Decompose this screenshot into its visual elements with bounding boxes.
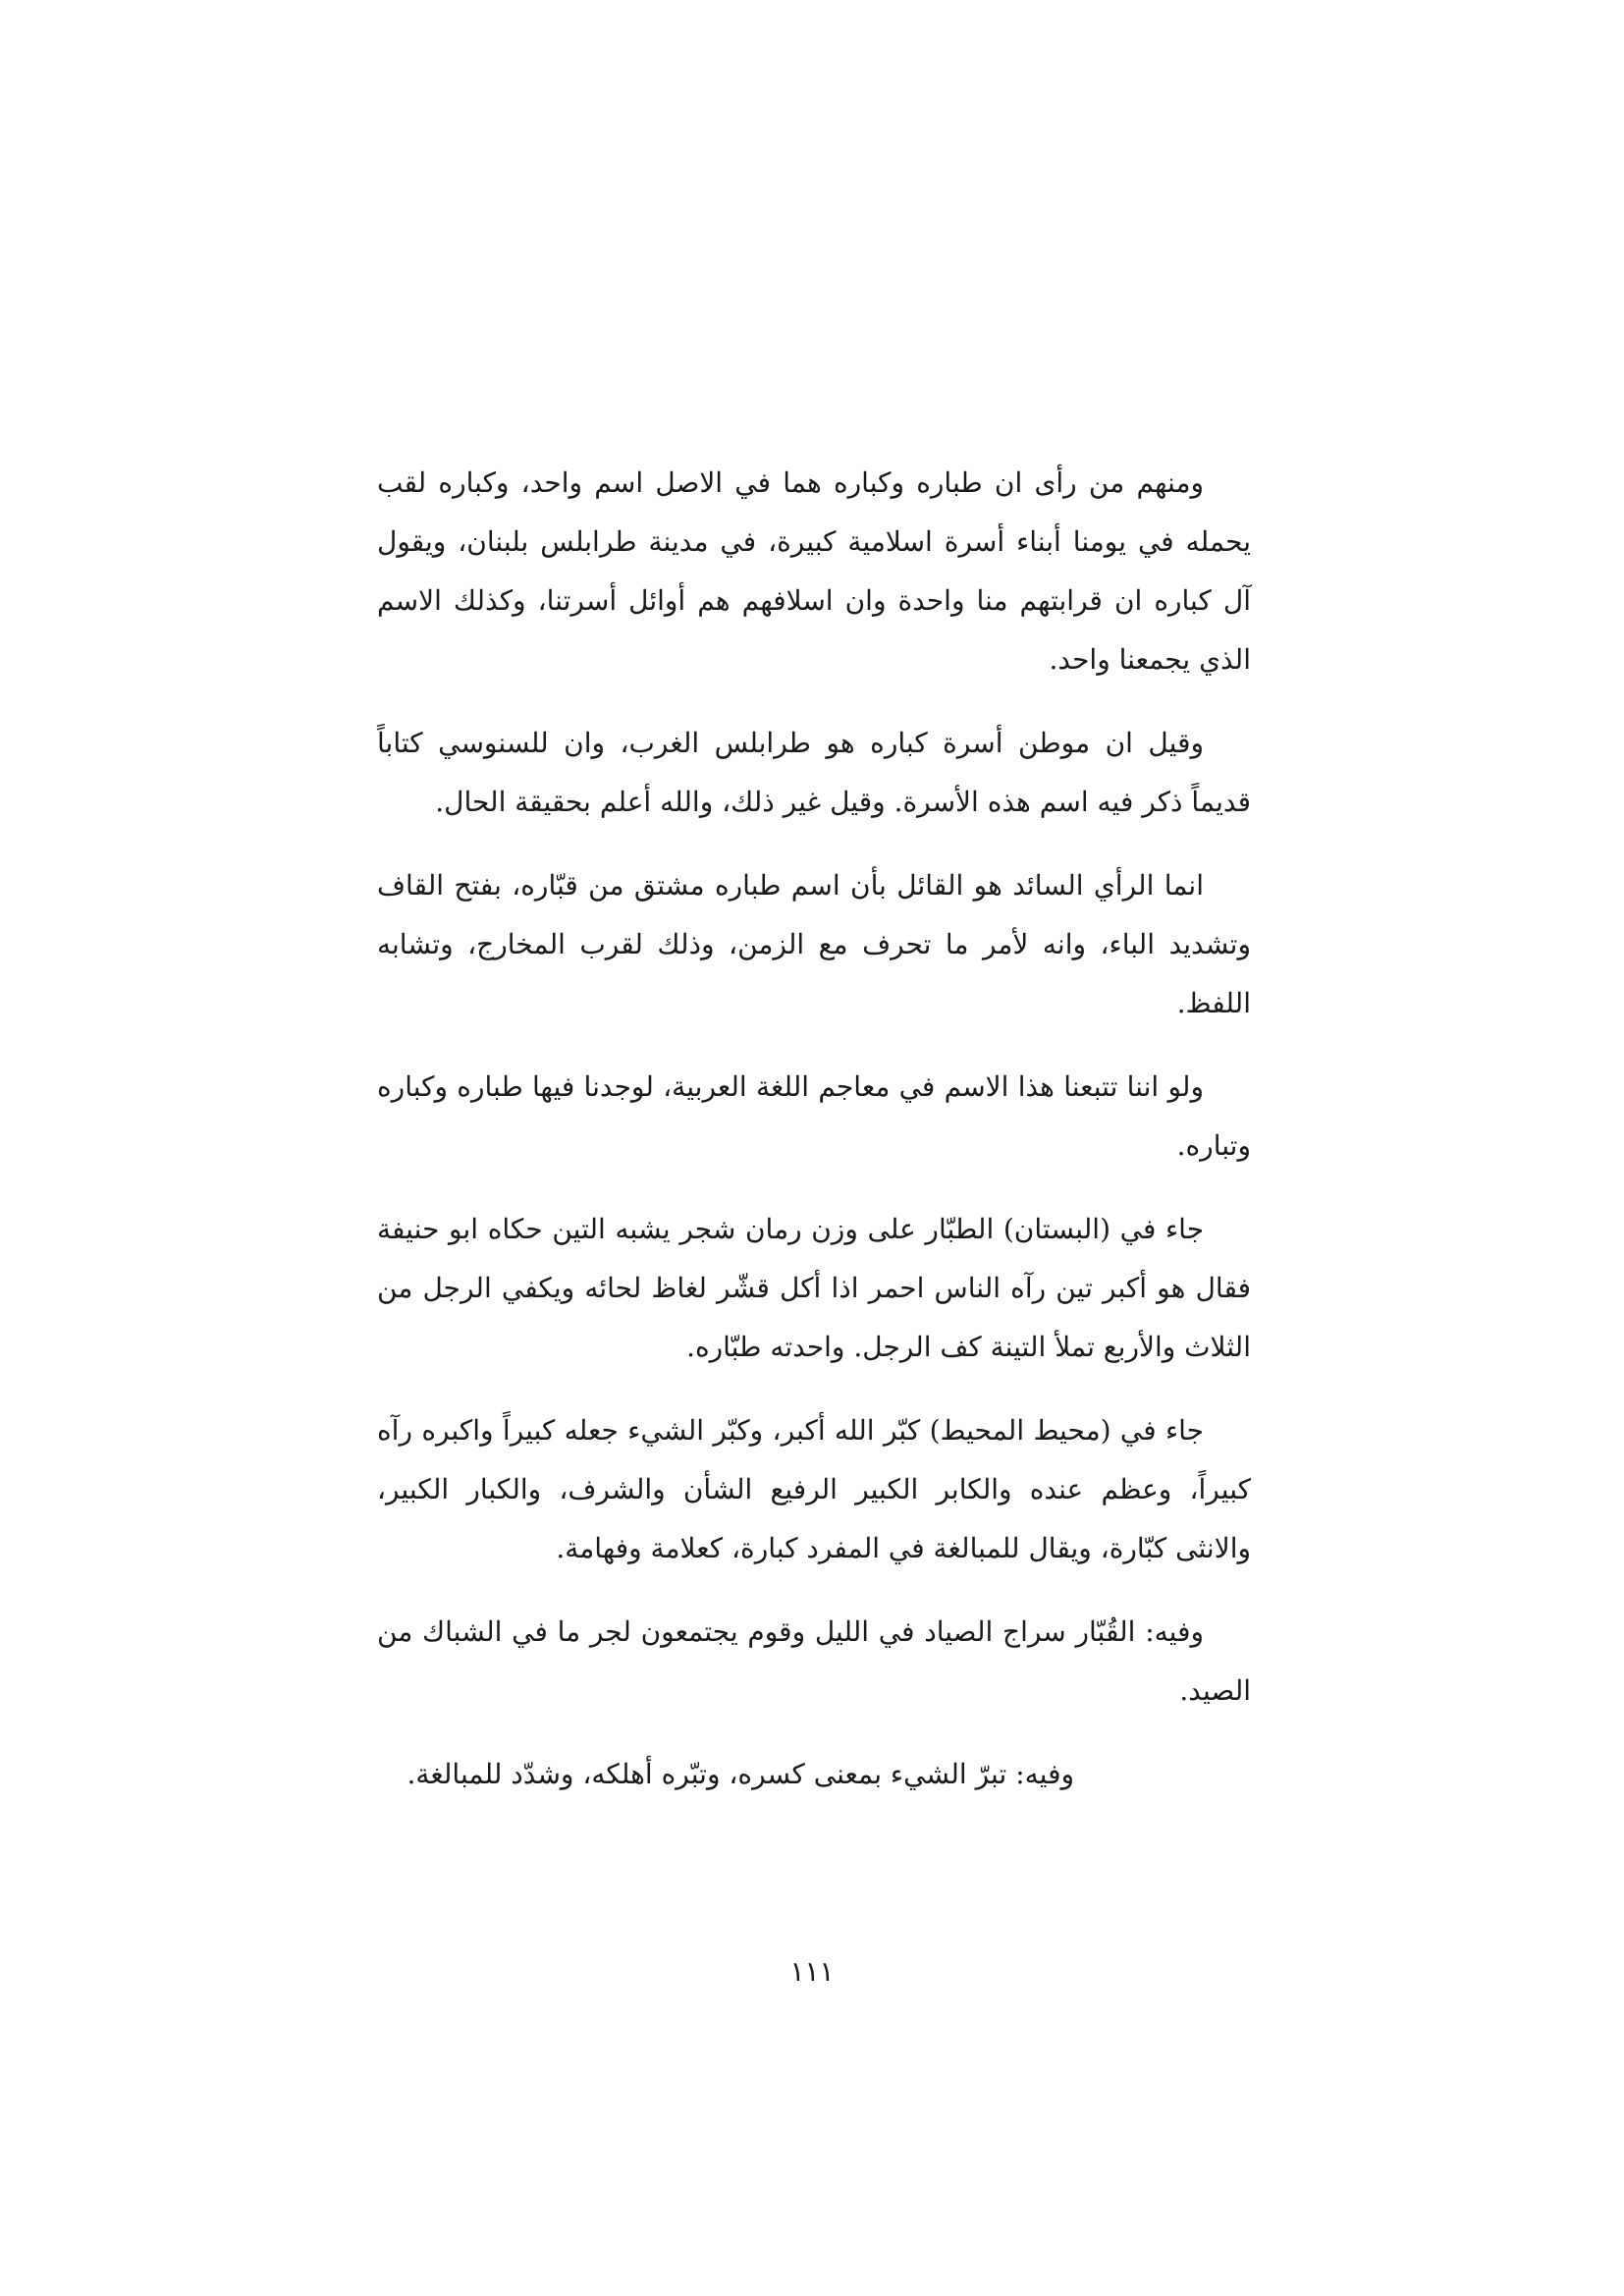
- paragraph-5: جاء في (البستان) الطبّار على وزن رمان شجر يشبه التين حكاه ابو حنيفة فقال هو أكبر تين رآه الناس احمر اذا أكل قشّر لغاظ لحائه ويكفي الرجل من الثلاث والأربع تملأ التينة كف الرجل. واحدته طبّاره.: [377, 1213, 1251, 1363]
- paragraph-4: ولو اننا تتبعنا هذا الاسم في معاجم اللغة العربية، لوجدنا فيها طباره وكباره وتباره.: [377, 1070, 1251, 1162]
- paragraph-8: وفيه: تبرّ الشيء بمعنى كسره، وتبّره أهلكه، وشدّد للمبالغة.: [406, 1758, 1074, 1790]
- body-text: [377, 454, 1251, 1829]
- paragraph-6: جاء في (محيط المحيط) كبّر الله أكبر، وكبّر الشيء جعله كبيراً واكبره رآه كبيراً، وعظم عنده والكابر الكبير الرفيع الشأن والشرف، والكبار الكبير، والانثى كبّارة، ويقال للمبالغة في المفرد كبارة، كعلامة وفهامة.: [377, 1414, 1251, 1564]
- paragraph-7: وفيه: القُبّار سراج الصياد في الليل وقوم يجتمعون لجر ما في الشباك من الصيد.: [377, 1615, 1251, 1707]
- paragraph-2: وقيل ان موطن أسرة كباره هو طرابلس الغرب، وان للسنوسي كتاباً قديماً ذكر فيه اسم هذه الأسرة. وقيل غير ذلك، والله أعلم بحقيقة الحال.: [377, 727, 1251, 818]
- page-number: ١١١: [789, 1955, 835, 1988]
- paragraph-3: انما الرأي السائد هو القائل بأن اسم طباره مشتق من قبّاره، بفتح القاف وتشديد الباء، وانه لأمر ما تحرف مع الزمن، وذلك لقرب المخارج، وتشابه اللفظ.: [377, 869, 1251, 1019]
- paragraph-1: ومنهم من رأى ان طباره وكباره هما في الاصل اسم واحد، وكباره لقب يحمله في يومنا أبناء أسرة اسلامية كبيرة، في مدينة طرابلس بلبنان، ويقول آل كباره ان قرابتهم منا واحدة وان اسلافهم هم أوائل أسرتنا، وكذلك الاسم الذي يجمعنا واحد.: [377, 466, 1251, 676]
